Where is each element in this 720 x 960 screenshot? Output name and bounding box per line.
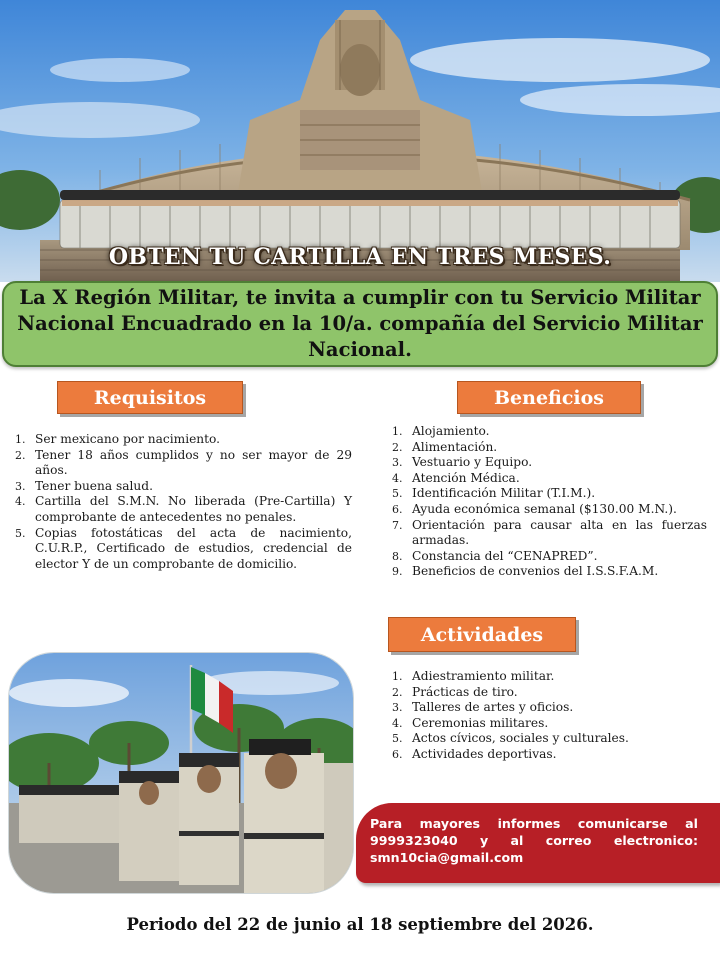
item-number: 1.: [15, 433, 26, 446]
item-text: Tener 18 años cumplidos y no ser mayor de 29 años.: [35, 447, 352, 478]
list-item: [392, 455, 707, 471]
list-item: [392, 486, 707, 502]
item-text: Talleres de artes y oficios.: [412, 700, 574, 715]
item-text: Orientación para causar alta en las fuerzas armadas.: [412, 517, 707, 548]
item-text: Ceremonias militares.: [412, 715, 549, 730]
item-number: 5.: [392, 487, 403, 501]
item-number: 1.: [392, 670, 403, 683]
beneficios-list: [392, 424, 707, 580]
item-text: Adiestramiento militar.: [412, 669, 555, 683]
item-number: 2.: [392, 440, 403, 454]
item-text: Copias fotostáticas del acta de nacimiento, C.U.R.P., Certificado de estudios, credencial de elector Y de un comprobante de domicilio.: [35, 525, 352, 571]
item-text: Prácticas de tiro.: [412, 684, 518, 699]
soldiers-illustration: [9, 653, 354, 894]
item-text: Identificación Militar (T.I.M.).: [412, 486, 596, 501]
item-number: 2.: [392, 685, 403, 699]
item-number: 6.: [392, 502, 403, 516]
list-item: [392, 564, 707, 580]
list-item: [15, 448, 352, 479]
actividades-title: Actividades: [388, 617, 576, 652]
list-item: [15, 526, 352, 573]
list-item: [15, 479, 352, 495]
list-item: [392, 716, 707, 732]
item-text: Ayuda económica semanal ($130.00 M.N.).: [412, 501, 677, 516]
requisitos-title: Requisitos: [57, 381, 243, 414]
list-item: [15, 494, 352, 525]
item-text: Actividades deportivas.: [412, 746, 557, 761]
contact-box: [356, 803, 720, 883]
list-item: [392, 502, 707, 518]
list-item: [392, 685, 707, 701]
item-text: Ser mexicano por nacimiento.: [35, 432, 221, 446]
item-number: 1.: [392, 425, 403, 438]
list-item: [392, 471, 707, 487]
period-text: Periodo del 22 de junio al 18 septiembre del 2026.: [126, 915, 594, 934]
beneficios-title: Beneficios: [457, 381, 641, 414]
list-item: [392, 440, 707, 456]
item-text: Alojamiento.: [412, 424, 490, 438]
item-number: 5.: [392, 732, 403, 746]
list-item: [392, 669, 707, 685]
monument-illustration: [0, 0, 720, 282]
hero-caption: OBTEN TU CARTILLA EN TRES MESES.: [108, 244, 612, 270]
contact-text: Para mayores informes comunicarse al 9999323040 y al correo electronico: smn10cia@gmail.com: [370, 816, 698, 865]
item-text: Alimentación.: [412, 439, 498, 454]
item-number: 9.: [392, 565, 403, 579]
item-number: 4.: [392, 471, 403, 485]
item-number: 7.: [392, 518, 403, 532]
list-item: [392, 731, 707, 747]
requisitos-list: [15, 432, 352, 572]
invitation-banner: [2, 281, 718, 367]
item-number: 4.: [392, 716, 403, 730]
hero-photo-monument: [0, 0, 720, 282]
actividades-list: [392, 669, 707, 763]
item-text: Cartilla del S.M.N. No liberada (Pre-Cartilla) Y comprobante de antecedentes no penales.: [35, 494, 352, 524]
item-number: 3.: [392, 701, 403, 715]
item-number: 4.: [15, 495, 26, 509]
item-number: 5.: [15, 526, 26, 540]
list-item: [392, 518, 707, 549]
item-text: Actos cívicos, sociales y culturales.: [412, 731, 629, 746]
list-item: [392, 747, 707, 763]
item-number: 6.: [392, 747, 403, 761]
list-item: [392, 700, 707, 716]
item-text: Constancia del “CENAPRED”.: [412, 548, 598, 563]
list-item: [15, 432, 352, 448]
item-number: 8.: [392, 549, 403, 563]
item-text: Beneficios de convenios del I.S.S.F.A.M.: [412, 564, 659, 579]
item-number: 2.: [15, 448, 26, 462]
soldiers-saluting-photo: [8, 652, 354, 894]
list-item: [392, 424, 707, 440]
list-item: [392, 549, 707, 565]
item-text: Vestuario y Equipo.: [412, 455, 533, 470]
item-number: 3.: [15, 479, 26, 493]
item-text: Atención Médica.: [412, 470, 520, 485]
item-text: Tener buena salud.: [35, 478, 153, 493]
invitation-text: La X Región Militar, te invita a cumplir con tu Servicio Militar Nacional Encuadrado en la 10/a. compañía del Servicio Militar Nacional.: [17, 286, 703, 361]
item-number: 3.: [392, 456, 403, 470]
